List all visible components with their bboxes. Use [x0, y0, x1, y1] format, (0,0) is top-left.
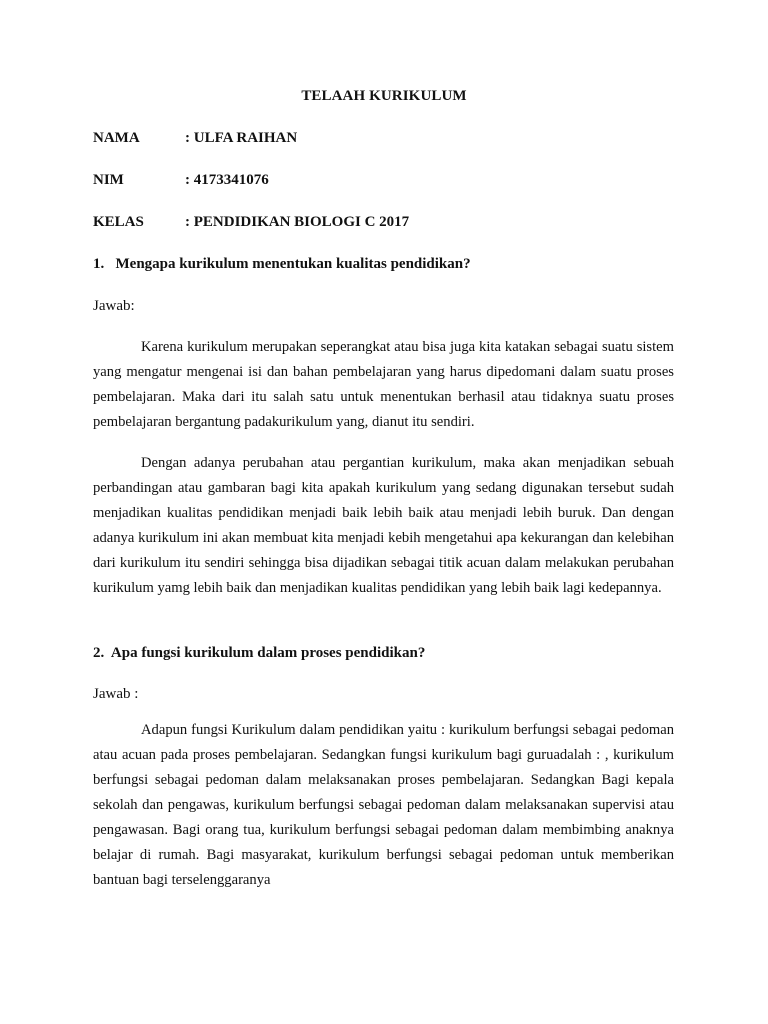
answer-1-paragraph-2: Dengan adanya perubahan atau pergantian kurikulum, maka akan menjadikan sebuah perbandingan atau gambaran bagi kita apakah kurikulum yang sedang digunakan tersebut sudah menjadikan kualitas pendidikan menjadi baik lebih baik atau menjadi lebih buruk. Dan dengan adanya kurikulum ini akan membuat kita menjadi kebih mengetahui apa kekurangan dan kelebihan dari kurikulum itu sendiri sehingga bisa dijadikan sebagai titik acuan dalam melakukan perubahan kurikulum yamg lebih baik dan menjadikan kualitas pendidikan yang lebih baik lagi kedepannya.: [93, 455, 674, 596]
info-label: NIM: [93, 172, 124, 188]
info-row-nim: [93, 172, 693, 192]
answer-1-paragraph-1: Karena kurikulum merupakan seperangkat atau bisa juga kita katakan sebagai suatu sistem yang mengatur mengenai isi dan bahan pembelajaran yang harus dipedomani dalam suatu proses pembelajaran. Maka dari itu salah satu untuk menentukan berhasil atau tidaknya suatu proses pembelajaran bergantung padakurikulum yang, dianut itu sendiri.: [93, 339, 674, 430]
info-value: : ULFA RAIHAN: [185, 130, 298, 146]
answer-label-2: Jawab :: [93, 686, 139, 702]
info-row-kelas: [93, 214, 693, 234]
answer-label-1: Jawab:: [93, 298, 135, 314]
info-value: : PENDIDIKAN BIOLOGI C 2017: [185, 214, 410, 230]
info-label: NAMA: [93, 130, 140, 146]
info-row-nama: [93, 130, 693, 150]
answer-2-paragraph-1: Adapun fungsi Kurikulum dalam pendidikan yaitu : kurikulum berfungsi sebagai pedoman atau acuan pada proses pembelajaran. Sedangkan fungsi kurikulum bagi guruadalah : , kurikulum berfungsi sebagai pedoman dalam melaksanakan proses pembelajaran. Sedangkan Bagi kepala sekolah dan pengawas, kurikulum berfungsi sebagai pedoman dalam melaksanakan supervisi atau pengawasan. Bagi orang tua, kurikulum berfungsi sebagai pedoman dalam membimbing anaknya belajar di rumah. Bagi masyarakat, kurikulum berfungsi sebagai pedoman untuk memberikan bantuan bagi terselenggaranya: [93, 722, 674, 888]
question-2: 2. Apa fungsi kurikulum dalam proses pendidikan?: [93, 645, 426, 661]
document-title: TELAAH KURIKULUM: [301, 88, 467, 104]
info-value: : 4173341076: [185, 172, 269, 188]
question-1: 1. Mengapa kurikulum menentukan kualitas pendidikan?: [93, 256, 471, 272]
info-label: KELAS: [93, 214, 144, 230]
